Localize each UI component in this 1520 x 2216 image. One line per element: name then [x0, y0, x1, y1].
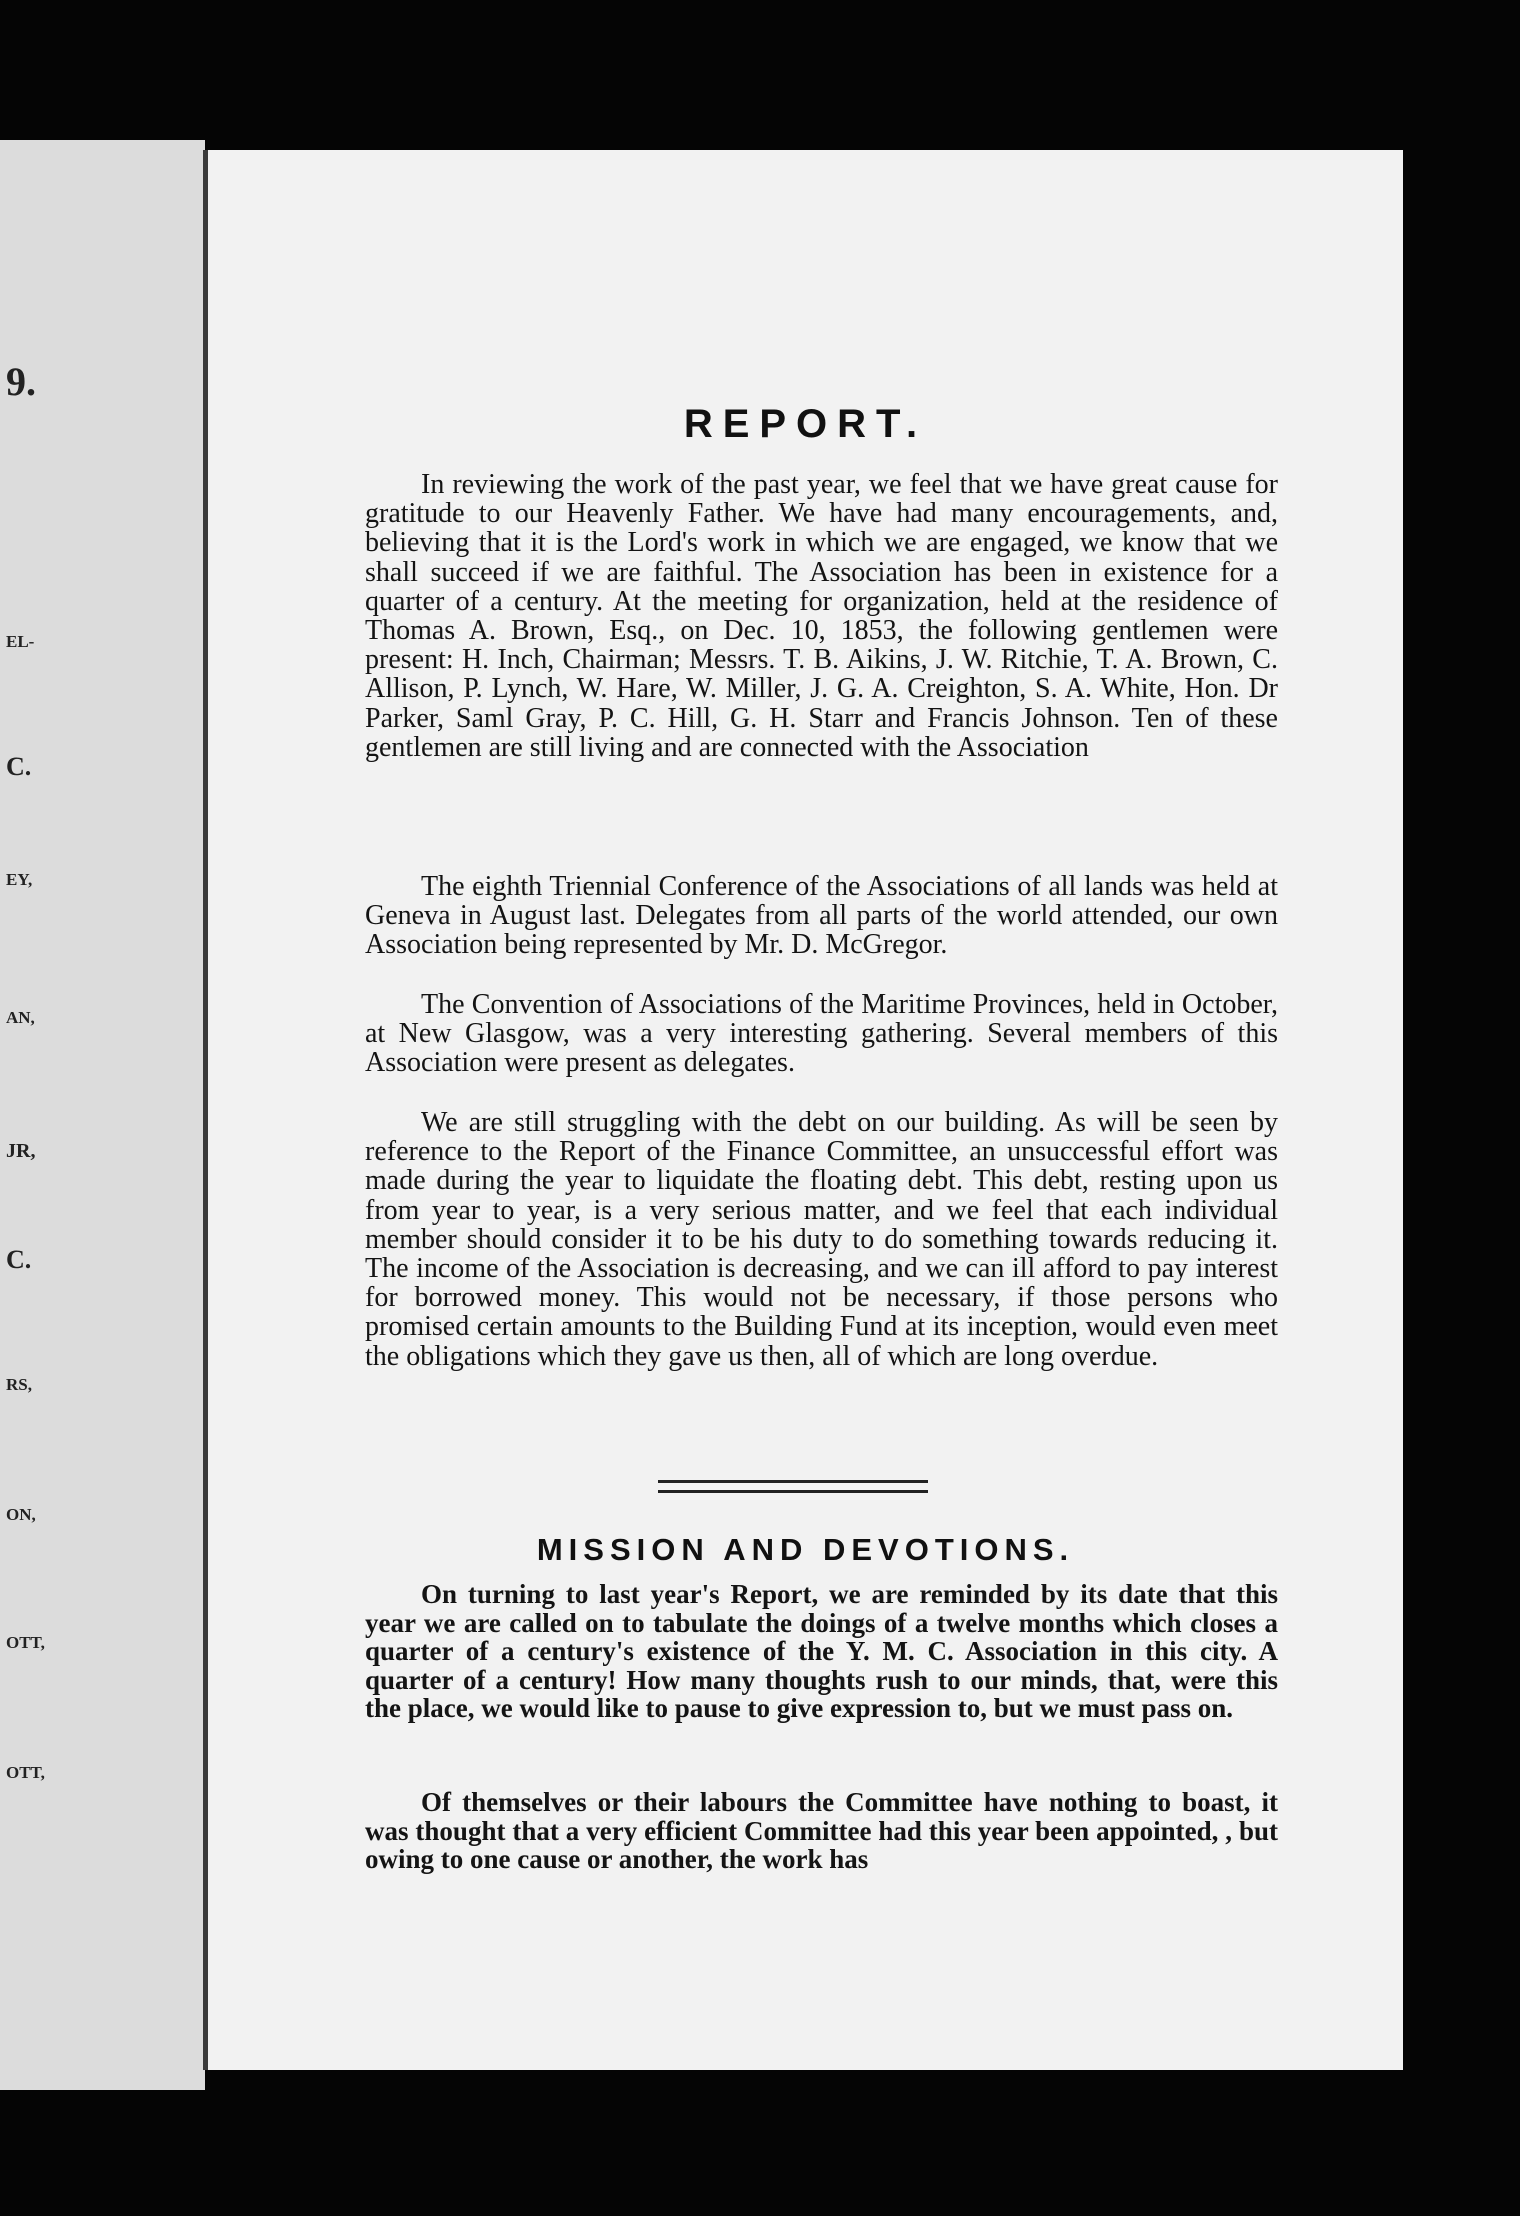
report-heading: REPORT.: [683, 402, 928, 446]
left-fragment: C.: [6, 1245, 32, 1274]
left-fragment: OTT,: [6, 1633, 45, 1652]
left-fragment: RS,: [6, 1375, 32, 1394]
left-fragment: OTT,: [6, 1763, 45, 1782]
left-fragment: ON,: [6, 1505, 36, 1524]
report-paragraph-1: In reviewing the work of the past year, we feel that we have great cause for gratitude to our Heavenly Father. We have had many encouragements, and, believing that it is the Lord's work in which we are engaged, we know that we shall succeed if we are faithful. The Association has been in existence for a quarter of a century. At the meeting for organization, held at the residence of Thomas A. Brown, Esq., on Dec. 10, 1853, the following gentlemen were present: H. Inch, Chairman; Messrs. T. B. Aikins, J. W. Ritchie, T. A. Brown, C. Allison, P. Lynch, W. Hare, W. Miller, J. G. A. Creighton, S. A. White, Hon. Dr Parker, Saml Gray, P. C. Hill, G. H. Starr and Francis Johnson. Ten of these gentlemen are still living and are connected with the Association: [365, 469, 1278, 763]
left-fragment: JR,: [6, 1140, 36, 1162]
left-fragment: C.: [6, 752, 32, 781]
report-paragraph-4: We are still struggling with the debt on our building. As will be seen by reference to the Report of the Finance Committee, an unsuccessful effort was made during the year to liquidate the floating debt. This debt, resting upon us from year to year, is a very serious matter, and we feel that each individual member should consider it to be his duty to do something towards reducing it. The income of the Association is decreasing, and we can ill afford to pay interest for borrowed money. This would not be necessary, if those persons who promised certain amounts to the Building Fund at its inception, would even meet the obligations which they gave us then, all of which are long overdue.: [365, 1107, 1278, 1372]
left-page-edge: [0, 140, 205, 2090]
left-fragment: AN,: [6, 1008, 35, 1027]
report-paragraph-2: The eighth Triennial Conference of the Associations of all lands was held at Geneva in August last. Delegates from all parts of the world attended, our own Association being represented by Mr. D. McGregor.: [365, 871, 1278, 961]
section-divider: [658, 1480, 928, 1483]
section-divider: [658, 1490, 928, 1493]
left-fragment: 9.: [6, 359, 36, 404]
mission-heading: MISSION AND DEVOTIONS.: [536, 1532, 1075, 1567]
mission-paragraph-1: On turning to last year's Report, we are reminded by its date that this year we are called on to tabulate the doings of a twelve months which closes a quarter of a century's existence of the Y. M. C. Association in this city. A quarter of a century! How many thoughts rush to our minds, that, were this the place, we would like to pause to give expression to, but we must pass on.: [365, 1579, 1278, 1723]
document-page: [208, 150, 1403, 2070]
left-fragment: EY,: [6, 870, 33, 889]
mission-paragraph-2: Of themselves or their labours the Committee have nothing to boast, it was thought that a very efficient Committee had this year been appointed, , but owing to one cause or another, the work has: [365, 1787, 1278, 1874]
report-paragraph-3: The Convention of Associations of the Maritime Provinces, held in October, at New Glasgow, was a very interesting gathering. Several members of this Association were present as delegates.: [365, 989, 1278, 1079]
left-fragment: EL-: [6, 632, 35, 651]
